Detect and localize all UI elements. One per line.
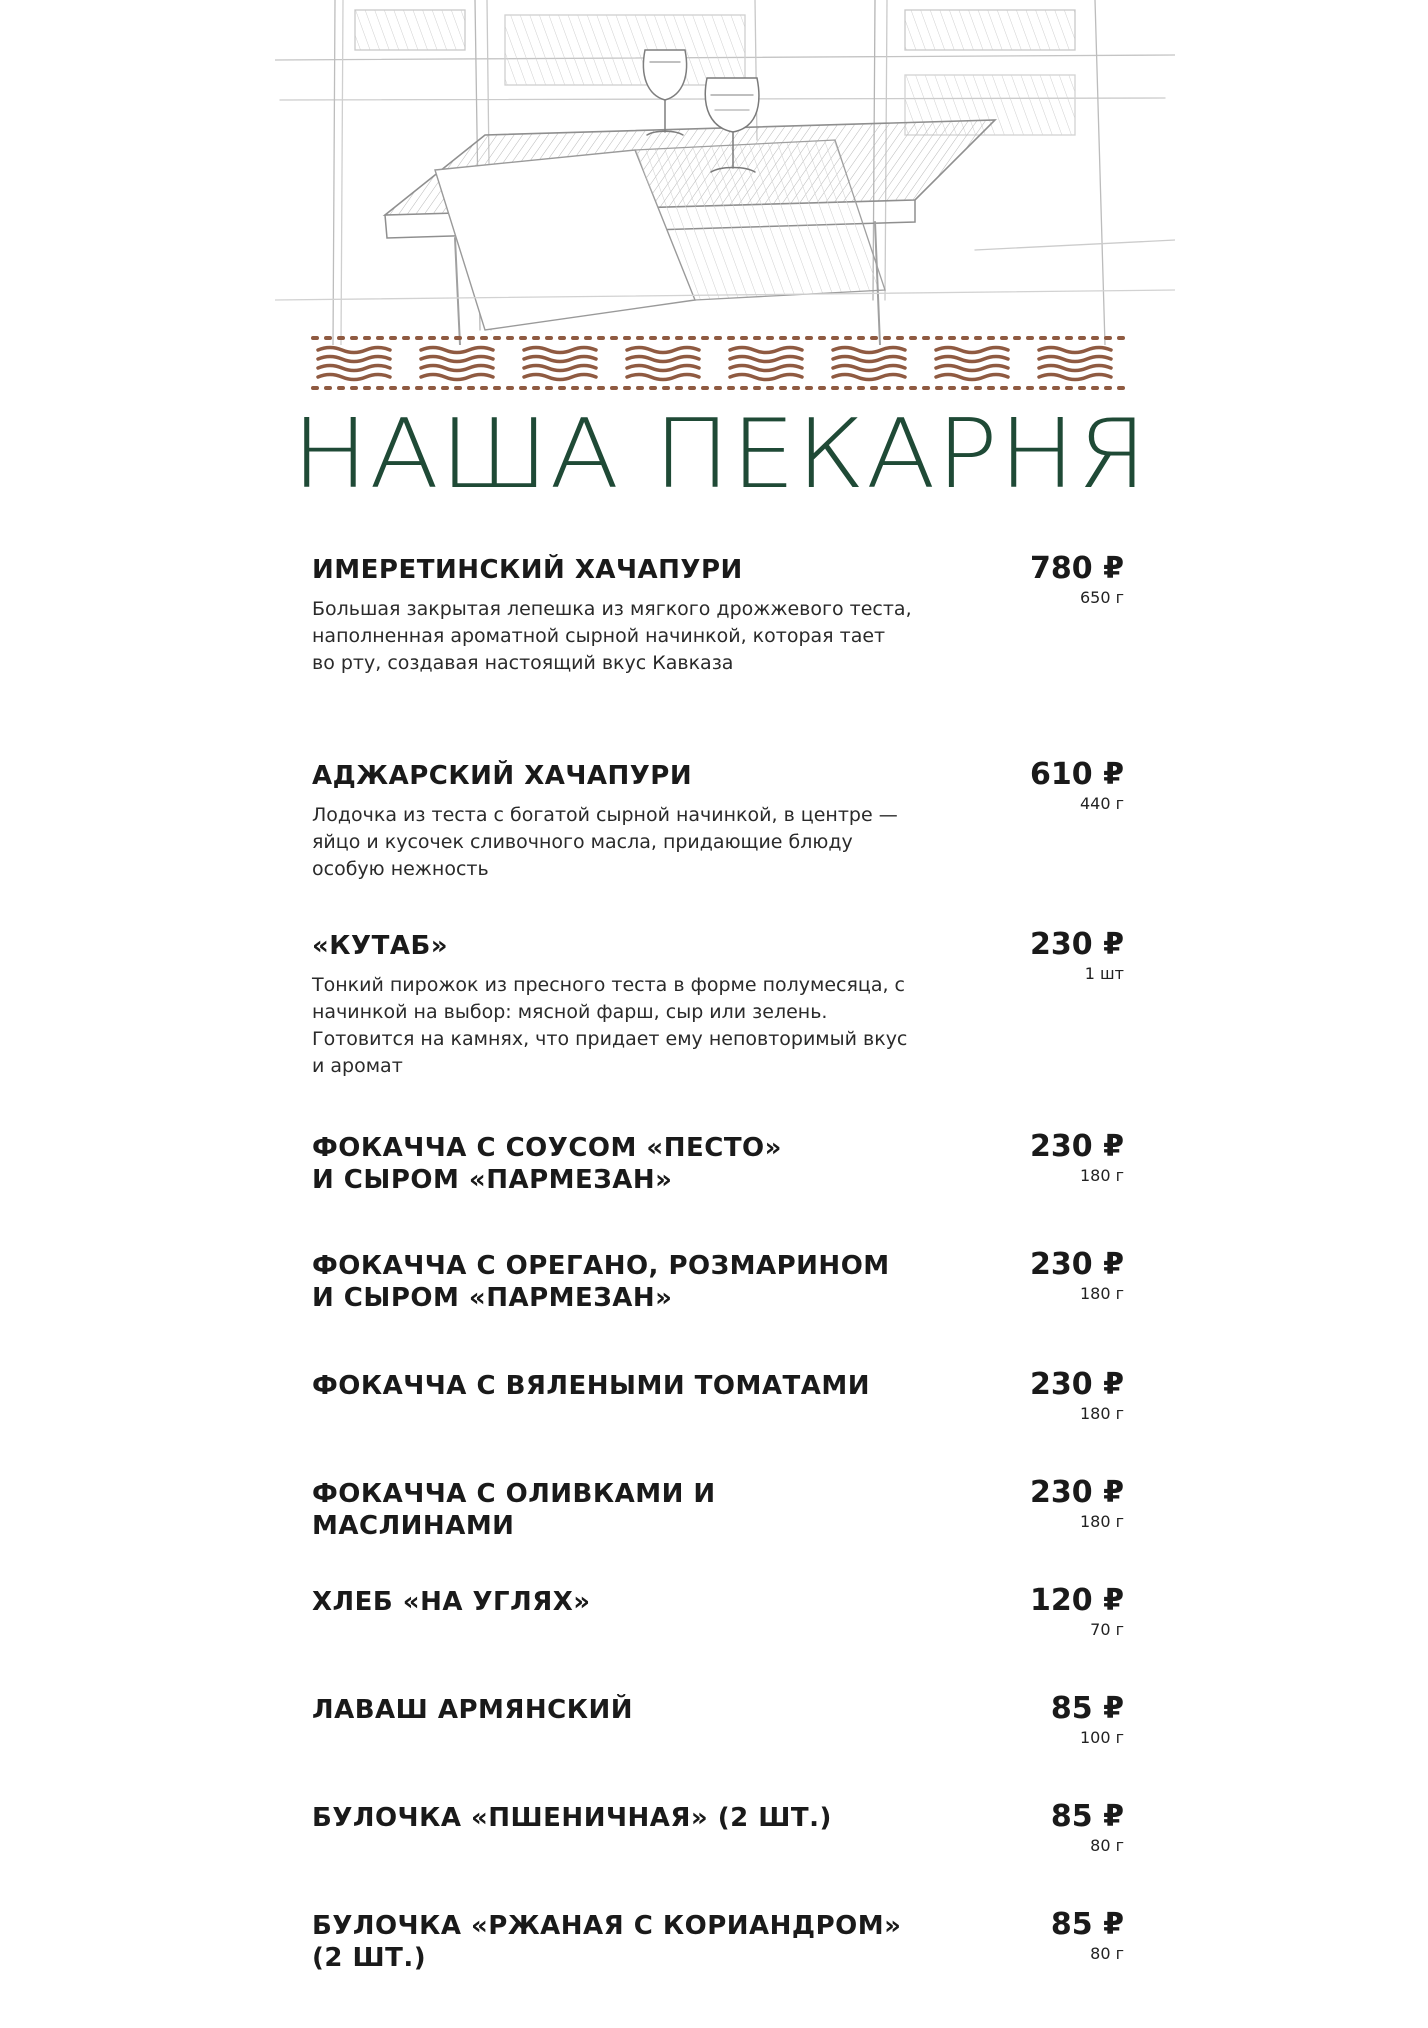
item-price: 85 ₽	[1050, 1907, 1124, 1942]
item-price: 610 ₽	[1030, 757, 1124, 792]
item-price: 120 ₽	[1030, 1583, 1124, 1618]
item-name: ХЛЕБ «НА УГЛЯХ»	[312, 1587, 591, 1617]
item-name: АДЖАРСКИЙ ХАЧАПУРИ	[312, 761, 693, 791]
item-weight: 180 г	[1079, 1404, 1124, 1423]
item-name: ФОКАЧЧА С ОЛИВКАМИ И МАСЛИНАМИ	[312, 1479, 716, 1541]
item-weight: 180 г	[1079, 1512, 1124, 1531]
item-price: 780 ₽	[1030, 551, 1124, 586]
item-description: Тонкий пирожок из пресного теста в форме полумесяца, с начинкой на выбор: мясной фарш, сыр или зелень. Готовится на камнях, что придает ему неповторимый вкус и аромат	[312, 974, 908, 1077]
item-name: ЛАВАШ АРМЯНСКИЙ	[312, 1695, 634, 1725]
item-price: 85 ₽	[1050, 1799, 1124, 1834]
item-name: ИМЕРЕТИНСКИЙ ХАЧАПУРИ	[312, 555, 743, 585]
item-description: Большая закрытая лепешка из мягкого дрожжевого теста, наполненная ароматной сырной начинкой, которая тает во рту, создавая настоящий вкус Кавказа	[312, 598, 912, 674]
item-weight: 80 г	[1090, 1944, 1124, 1963]
item-weight: 650 г	[1079, 588, 1124, 607]
item-weight: 1 шт	[1084, 964, 1124, 983]
item-price: 230 ₽	[1030, 1475, 1124, 1510]
item-weight: 180 г	[1079, 1284, 1124, 1303]
item-weight: 70 г	[1090, 1620, 1124, 1639]
item-price: 85 ₽	[1050, 1691, 1124, 1726]
item-name: ФОКАЧЧА С ОРЕГАНО, РОЗМАРИНОМ И СЫРОМ «ПАРМЕЗАН»	[312, 1251, 890, 1313]
item-name: ФОКАЧЧА С ВЯЛЕНЫМИ ТОМАТАМИ	[312, 1371, 870, 1401]
item-price: 230 ₽	[1030, 1247, 1124, 1282]
decorative-ornament-band	[308, 328, 1130, 398]
item-name: ФОКАЧЧА С СОУСОМ «ПЕСТО» И СЫРОМ «ПАРМЕЗАН»	[312, 1133, 782, 1195]
item-price: 230 ₽	[1030, 1129, 1124, 1164]
item-price: 230 ₽	[1030, 927, 1124, 962]
item-weight: 440 г	[1079, 794, 1124, 813]
cafe-table-with-glasses-sketch-icon	[275, 0, 1175, 345]
item-weight: 80 г	[1090, 1836, 1124, 1855]
item-weight: 100 г	[1079, 1728, 1124, 1747]
item-description: Лодочка из теста с богатой сырной начинкой, в центре — яйцо и кусочек сливочного масла, придающие блюду особую нежность	[312, 804, 898, 880]
item-price: 230 ₽	[1030, 1367, 1124, 1402]
item-name: БУЛОЧКА «РЖАНАЯ С КОРИАНДРОМ» (2 ШТ.)	[312, 1911, 902, 1973]
item-weight: 180 г	[1079, 1166, 1124, 1185]
item-name: «КУТАБ»	[312, 931, 449, 961]
page-title: НАША ПЕКАРНЯ	[291, 400, 1149, 510]
item-name: БУЛОЧКА «ПШЕНИЧНАЯ» (2 ШТ.)	[312, 1803, 832, 1833]
